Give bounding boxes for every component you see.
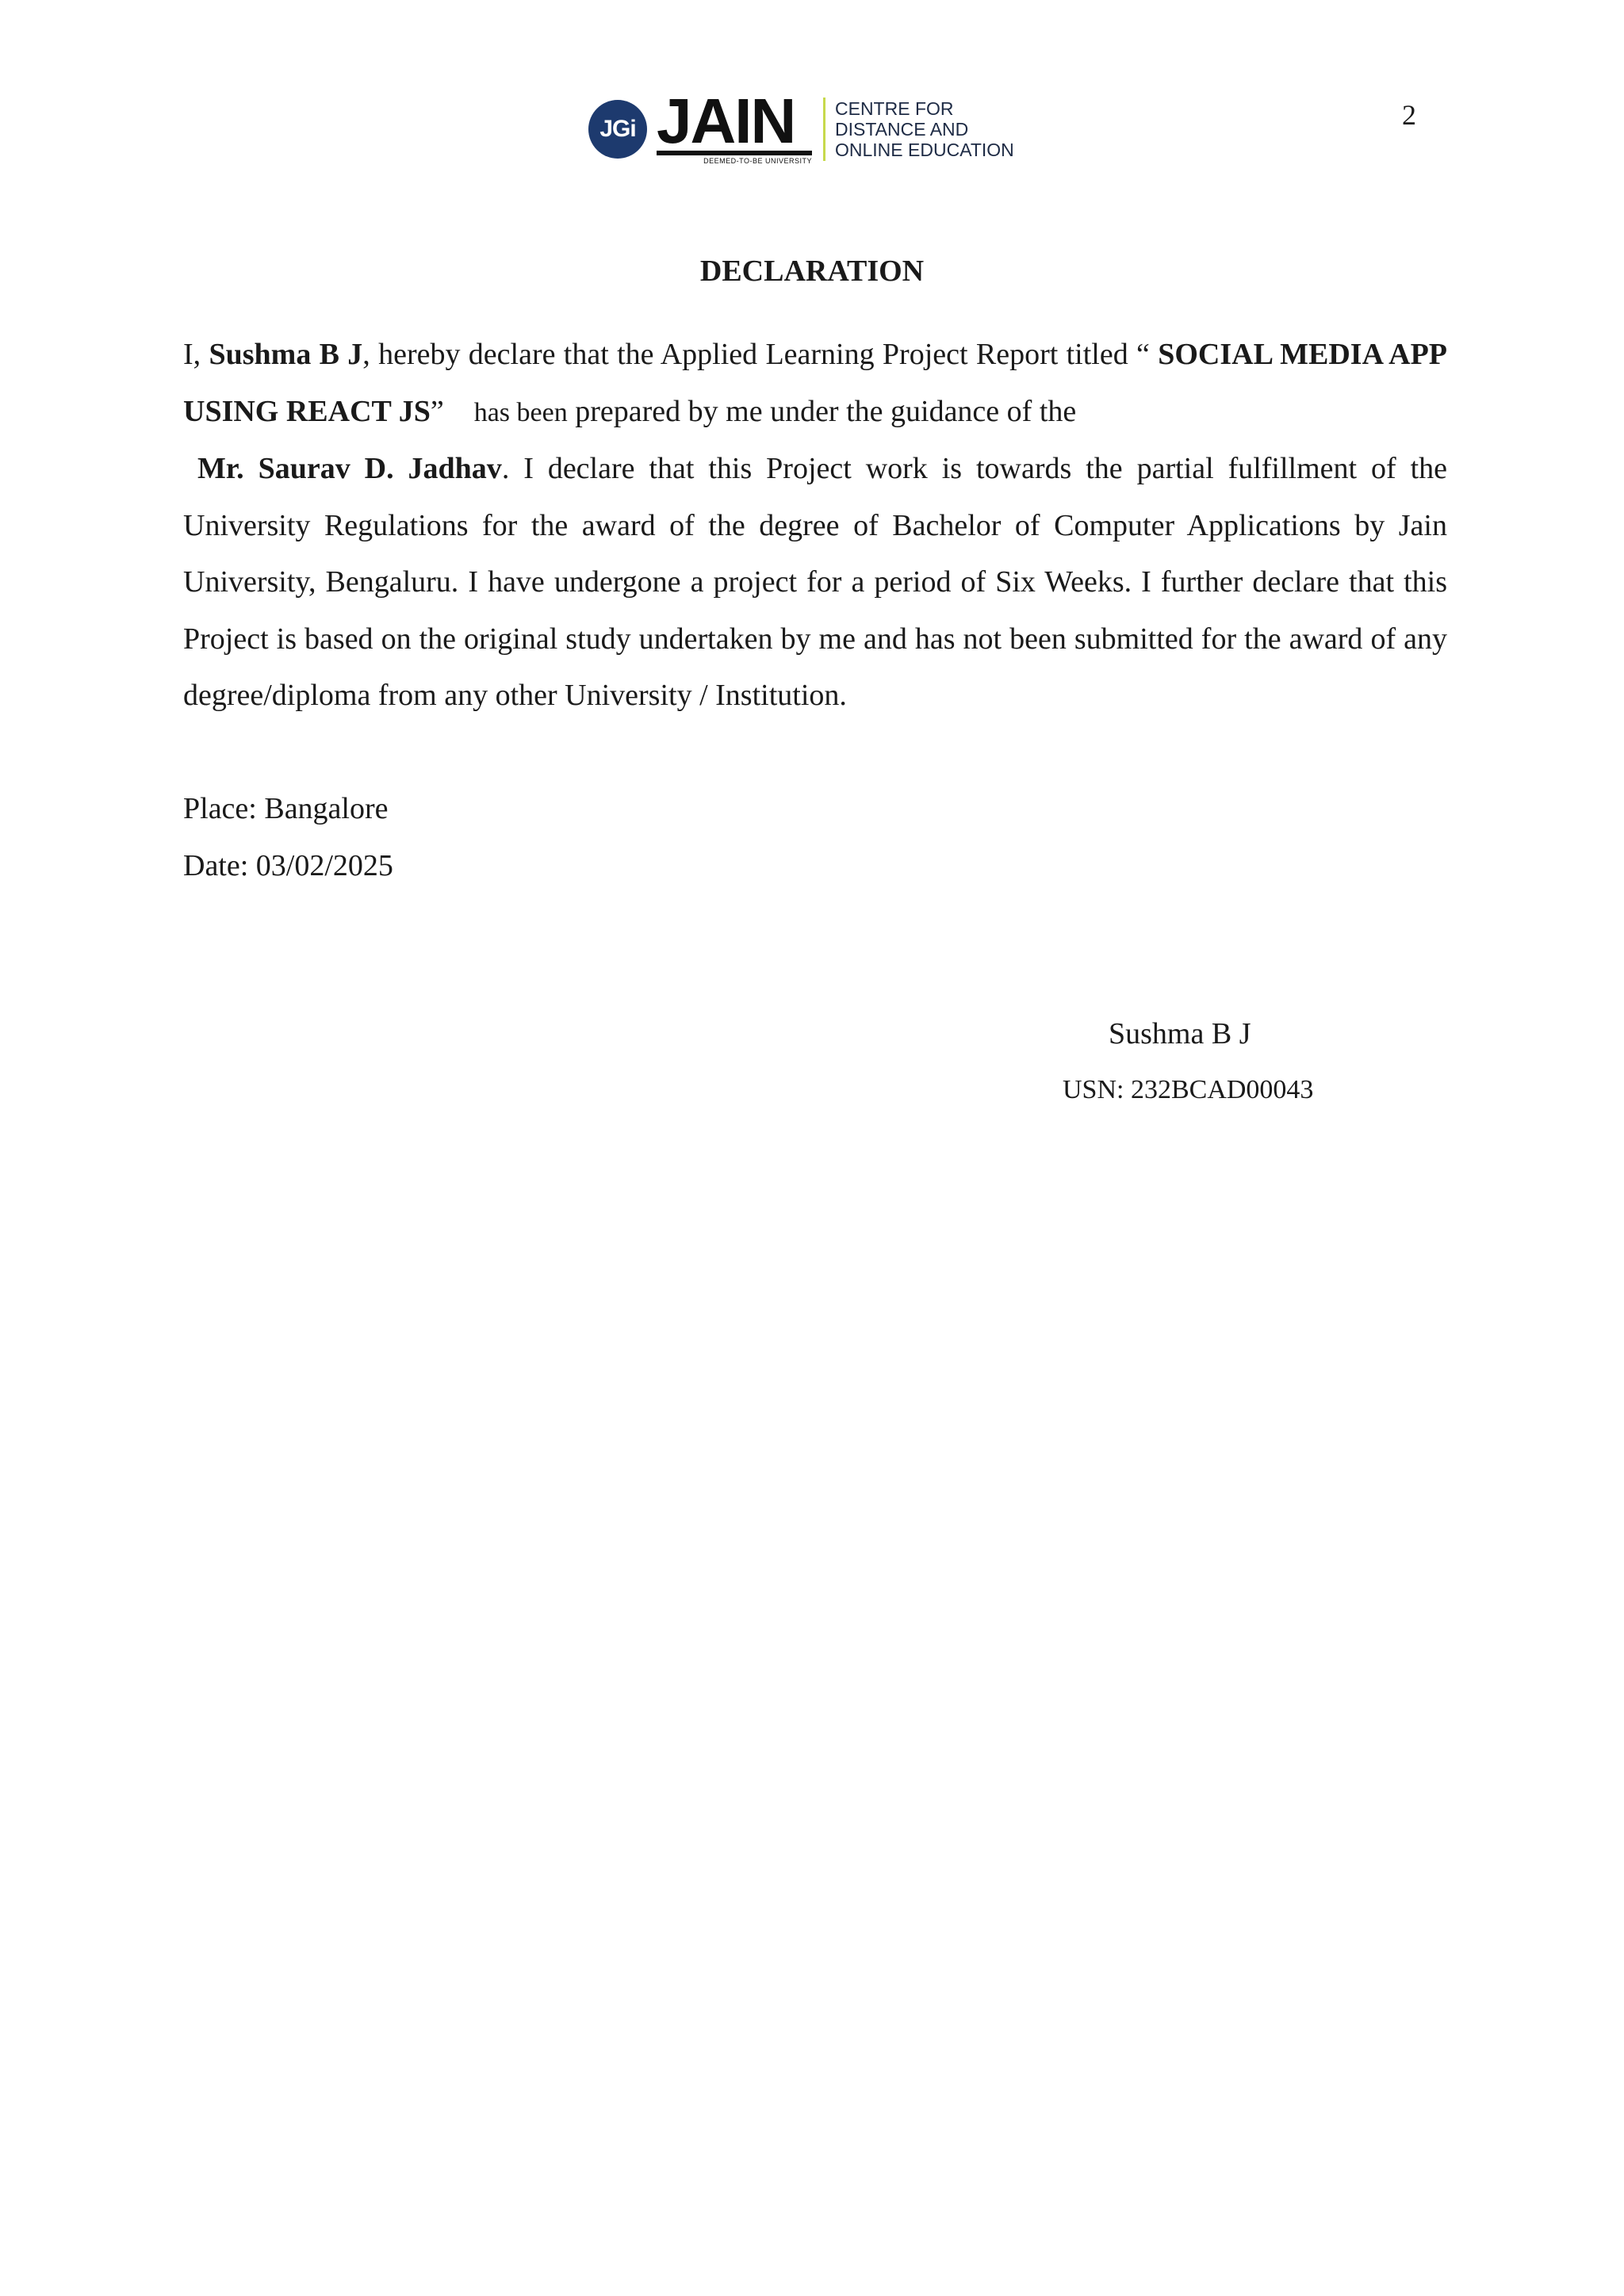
university-logo bbox=[588, 86, 1014, 165]
jgi-badge-icon: JGi bbox=[588, 100, 647, 159]
logo-name: JAIN bbox=[657, 86, 795, 156]
open-quote: “ bbox=[1136, 338, 1150, 371]
logo-divider bbox=[823, 98, 825, 161]
logo-tagline: DEEMED-TO-BE UNIVERSITY bbox=[657, 151, 812, 165]
declaration-after-name: , hereby declare that the Applied Learning Project Report titled bbox=[362, 338, 1137, 371]
declaration-rest: . I declare that this Project work is towards the partial fulfillment of the University Regulations for the award of the degree of Bachelor of Computer Applications by Jain University, Bengaluru. I have undergone a project for a period of Six Weeks. I further declare that this Project is based on the original study undertaken by me and has not been submitted for the award of any degree/diploma from any other University / Institution. bbox=[183, 452, 1448, 712]
close-quote: ” bbox=[430, 394, 444, 428]
logo-centre-line1: CENTRE FOR bbox=[835, 98, 954, 119]
declaration-intro: I, bbox=[183, 338, 209, 371]
logo-wordmark bbox=[657, 86, 812, 165]
declaration-after-title: prepared by me under the guidance of the bbox=[567, 394, 1077, 428]
has-been-text: has been bbox=[473, 397, 568, 427]
usn-line: USN: 232BCAD00043 bbox=[1063, 1075, 1314, 1104]
signature-name: Sushma B J bbox=[1109, 1017, 1251, 1050]
declaration-paragraph bbox=[183, 327, 1447, 725]
date-line: Date: 03/02/2025 bbox=[183, 849, 393, 882]
guide-name: Mr. Saurav D. Jadhav bbox=[197, 452, 502, 485]
logo-centre-text bbox=[835, 98, 1014, 160]
project-title: SOCIAL MEDIA APP USING REACT JS bbox=[183, 338, 1447, 428]
place-line: Place: Bangalore bbox=[183, 792, 389, 825]
page-title: DECLARATION bbox=[699, 254, 925, 288]
logo-centre-line3: ONLINE EDUCATION bbox=[835, 140, 1014, 160]
logo-centre-line2: DISTANCE AND bbox=[835, 119, 969, 140]
student-name: Sushma B J bbox=[209, 338, 363, 371]
page-number: 2 bbox=[1402, 99, 1416, 131]
